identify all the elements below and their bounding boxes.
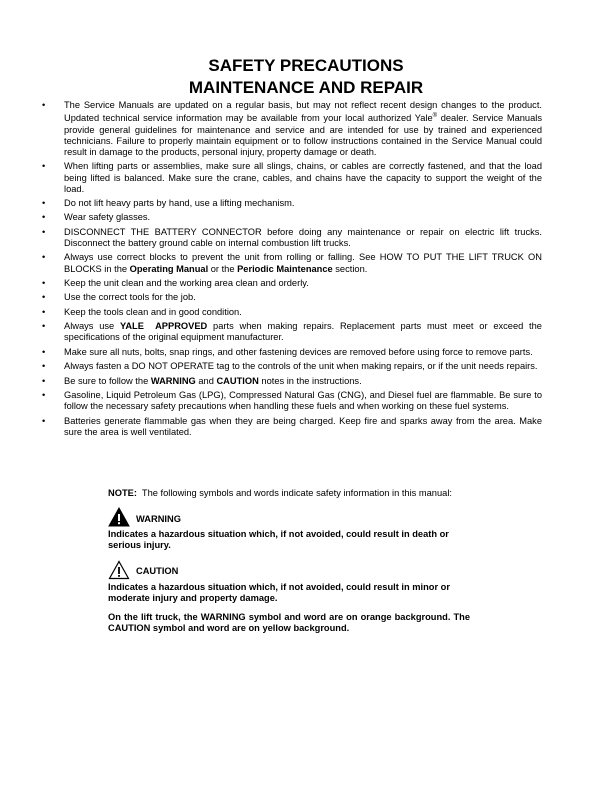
list-item: • Do not lift heavy parts by hand, use a lifting mechanism. bbox=[42, 198, 295, 209]
warning-triangle-icon bbox=[108, 507, 130, 527]
caution-text: Indicates a hazardous situation which, if not avoided, could result in minor or moderate injury and property damage. bbox=[108, 581, 450, 603]
warning-text: Indicates a hazardous situation which, if not avoided, could result in death or serious injury. bbox=[108, 529, 449, 551]
bullet-marker: • bbox=[42, 212, 46, 223]
safety-list bbox=[30, 100, 542, 441]
bullet-marker: • bbox=[42, 321, 46, 332]
list-item: • Make sure all nuts, bolts, snap rings, and other fastening devices are removed before using force to remove parts. bbox=[42, 346, 533, 357]
note-label: NOTE: bbox=[108, 488, 137, 498]
background-color-note: On the lift truck, the WARNING symbol and word are on orange background. The CAUTION symbol and word are on yellow background. bbox=[108, 612, 470, 634]
list-item: • Gasoline, Liquid Petroleum Gas (LPG), Compressed Natural Gas (CNG), and Diesel fuel are flammable. Be sure to follow the necessary safety precautions when handling these fuels and when working on these fuel systems. bbox=[42, 390, 542, 412]
caution-word: CAUTION bbox=[136, 566, 179, 577]
list-item: • Wear safety glasses. bbox=[42, 212, 151, 223]
bullet-marker: • bbox=[42, 292, 46, 303]
bullet-marker: • bbox=[42, 361, 46, 372]
list-item: • DISCONNECT THE BATTERY CONNECTOR before doing any maintenance or repair on electric lift trucks. Disconnect the battery ground cable on internal combustion lift trucks. bbox=[42, 226, 542, 249]
list-item: • Be sure to follow the WARNING and CAUTION notes in the instructions. bbox=[42, 375, 362, 386]
list-item: • Batteries generate flammable gas when they are being charged. Keep fire and sparks away from the area. Make sure the area is well ventilated. bbox=[42, 415, 542, 437]
page-subtitle: MAINTENANCE AND REPAIR bbox=[188, 78, 424, 97]
bullet-marker: • bbox=[42, 415, 46, 426]
bullet-marker: • bbox=[42, 226, 46, 237]
list-item: • Keep the tools clean and in good condition. bbox=[42, 306, 242, 317]
list-item: • Keep the unit clean and the working area clean and orderly. bbox=[42, 278, 309, 289]
list-item: • Use the correct tools for the job. bbox=[42, 292, 196, 303]
note-block bbox=[108, 488, 470, 634]
list-item: • When lifting parts or assemblies, make sure all slings, chains, or cables are correctly fastened, and that the load being lifted is balanced. Make sure the crane, cables, and chains have the capacity to support the weight of the load. bbox=[42, 161, 542, 194]
bullet-marker: • bbox=[42, 278, 46, 289]
warning-heading bbox=[108, 505, 470, 527]
bullet-marker: • bbox=[42, 375, 46, 386]
bullet-marker: • bbox=[42, 198, 46, 209]
bullet-marker: • bbox=[42, 100, 46, 110]
warning-word: WARNING bbox=[136, 514, 181, 524]
page-title: SAFETY PRECAUTIONS bbox=[208, 56, 404, 75]
caution-triangle-icon bbox=[108, 560, 130, 580]
caution-heading bbox=[108, 558, 470, 580]
bullet-marker: • bbox=[42, 252, 46, 263]
list-item: • Always use YALE APPROVED parts when making repairs. Replacement parts must meet or exceed the specifications of the original equipment manufacturer. bbox=[42, 321, 542, 343]
bullet-marker: • bbox=[42, 390, 46, 400]
bullet-marker: • bbox=[42, 306, 46, 317]
bullet-marker: • bbox=[42, 346, 46, 357]
note-paragraph: NOTE: The following symbols and words indicate safety information in this manual: bbox=[108, 488, 452, 498]
list-item: • The Service Manuals are updated on a regular basis, but may not reflect recent design changes to the product. Updated technical service information may be available from your local authorized Yale® dealer. Service Manuals provide general guidelines for maintenance and service and are intended for use by trained and experienced technicians. Failure to properly maintain equipment or to follow instructions contained in the Service Manual could result in damage to the products, personal injury, property damage or death. bbox=[42, 100, 542, 157]
list-item: • Always use correct blocks to prevent the unit from rolling or falling. See HOW TO PUT THE LIFT TRUCK ON BLOCKS in the Operating Manual or the Periodic Maintenance section. bbox=[42, 252, 542, 274]
bullet-marker: • bbox=[42, 161, 46, 172]
list-item: • Always fasten a DO NOT OPERATE tag to the controls of the unit when making repairs, or if the unit needs repairs. bbox=[42, 361, 538, 372]
